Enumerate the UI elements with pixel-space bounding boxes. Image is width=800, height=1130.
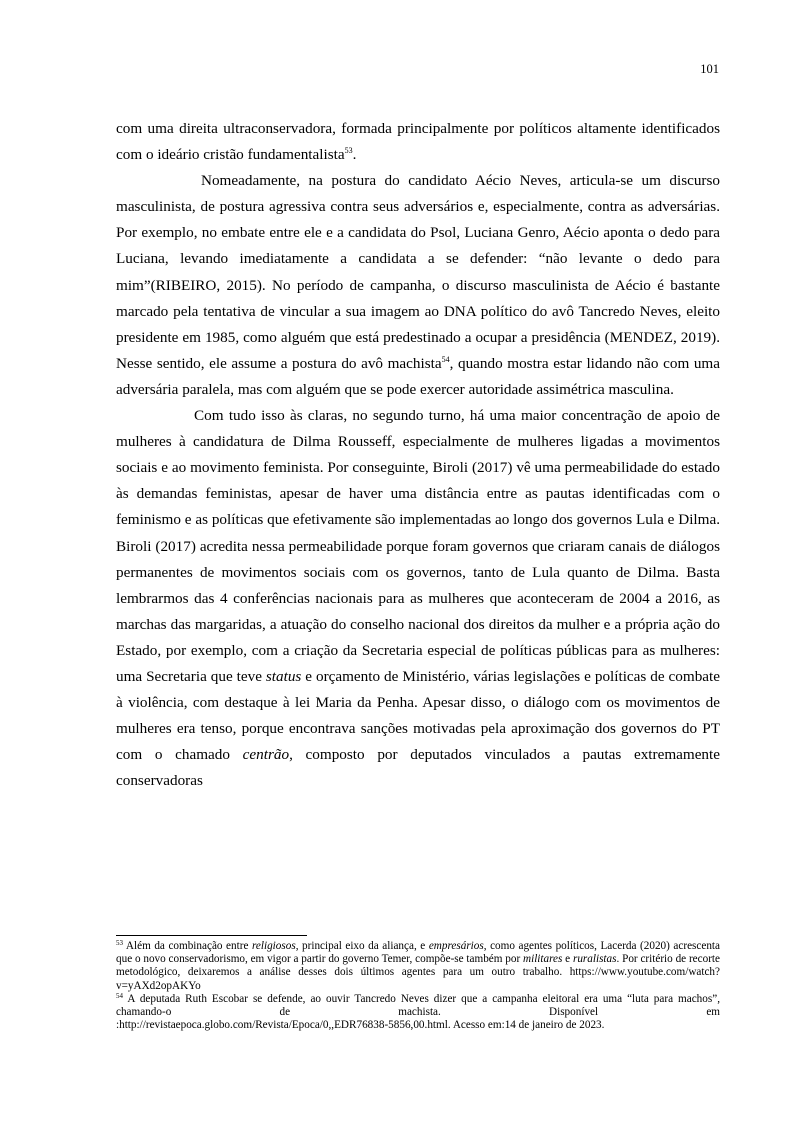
paragraph-2 (116, 168, 720, 403)
paragraph-text: . (352, 146, 357, 164)
paragraph-text: e orçamento de Ministério, várias legislações e políticas de combate à violência, com destaque à lei Maria da Penha. Apesar disso, o diálogo com os movimentos de mulheres era tenso, porque encontrava sanções motivadas pela aproximação dos governos do PT com o chamado (116, 667, 720, 764)
paragraph-text: , quando mostra estar lidando não com uma adversária paralela, mas com alguém que se pode exercer autoridade assimétrica masculina. (116, 354, 720, 398)
page-number: 101 (700, 62, 719, 76)
footnote-link[interactable]: :http://revistaepoca.globo.com/Revista/Epoca/0,,EDR76838-5856,00.html. Acesso em:14 de janeiro de 2023. (116, 1019, 605, 1032)
footnote-italic: ruralistas (572, 953, 617, 966)
italic-term-status: status (265, 667, 302, 685)
footnotes (116, 940, 720, 1032)
footnote-separator (116, 935, 307, 936)
paragraph-text: Com tudo isso às claras, no segundo turno, há uma maior concentração de apoio de mulheres à candidatura de Dilma Rousseff, especialmente de mulheres ligadas a movimentos sociais e ao movimento feminista. Por conseguinte, Biroli (2017) vê uma permeabilidade do estado às demandas feministas, apesar de haver uma distância entre as pautas identificadas com o feminismo e as políticas que efetivamente são implementadas ao longo dos governos Lula e Dilma. Biroli (2017) acredita nessa permeabilidade porque foram governos que criaram canais de diálogos permanentes de movimentos sociais com os governos, tanto de Lula quanto de Dilma. Basta lembrarmos das 4 conferências nacionais para as mulheres que aconteceram de 2004 a 2016, as marchas das margaridas, a atuação do conselho nacional dos direitos da mulher e a própria ação do Estado, por exemplo, com a criação da Secretaria especial de políticas públicas para as mulheres: uma Secretaria que teve (116, 407, 720, 685)
footnote-text: . Por critério de recorte metodológico, deixaremos a análise desses dois últimos agentes para um outro trabalho. https://www.youtube.com/watch?v=yAXd2opAKYo (116, 953, 720, 992)
paragraph-text: , composto por deputados vinculados a pautas extremamente conservadoras (116, 746, 720, 790)
footnote-text: A deputada Ruth Escobar se defende, ao ouvir Tancredo Neves dizer que a campanha eleitoral era uma “luta para machos”, chamando-o de machista. Disponível em (116, 992, 720, 1019)
footnote-ref-54[interactable]: 54 (441, 354, 450, 364)
paragraph-3 (116, 403, 720, 794)
paragraph-1 (116, 116, 720, 168)
footnote-line (116, 993, 720, 1019)
footnote-italic: empresários (428, 940, 484, 952)
footnote-text: Além da combinação entre (123, 940, 252, 952)
footnote-number: 53 (116, 939, 123, 947)
footnote-text: , principal eixo da aliança, e (295, 940, 429, 952)
body-text (116, 116, 720, 794)
footnote-italic: religiosos (251, 940, 296, 952)
footnote-54 (116, 993, 720, 1033)
footnote-text: , como agentes políticos, Lacerda (2020) acrescenta que o novo conservadorismo, em vigor a partir do governo Temer, compõe-se também por (116, 940, 720, 966)
footnote-53 (116, 940, 720, 993)
italic-term-centrao: centrão (242, 746, 290, 764)
footnote-text: e (562, 953, 573, 966)
paragraph-text: Nomeadamente, na postura do candidato Aécio Neves, articula-se um discurso masculinista, de postura agressiva contra seus adversários e, especialmente, contra as adversárias. Por exemplo, no embate entre ele e a candidata do Psol, Luciana Genro, Aécio aponta o dedo para Luciana, levando imediatamente a candidata a se defender: “não levante o dedo para mim”(RIBEIRO, 2015). No período de campanha, o discurso masculinista de Aécio é bastante marcado pela tentativa de vincular a sua imagem ao DNA político do avô Tancredo Neves, eleito presidente em 1985, como alguém que está predestinado a ocupar a presidência (MENDEZ, 2019). Nesse sentido, ele assume a postura do avô machista (116, 172, 720, 372)
paragraph-text: com uma direita ultraconservadora, formada principalmente por políticos altamente identificados com o ideário cristão fundamentalista (116, 120, 720, 164)
footnote-italic: militares (523, 953, 563, 966)
footnote-number: 54 (116, 991, 123, 1000)
footnote-ref-53[interactable]: 53 (344, 146, 353, 156)
